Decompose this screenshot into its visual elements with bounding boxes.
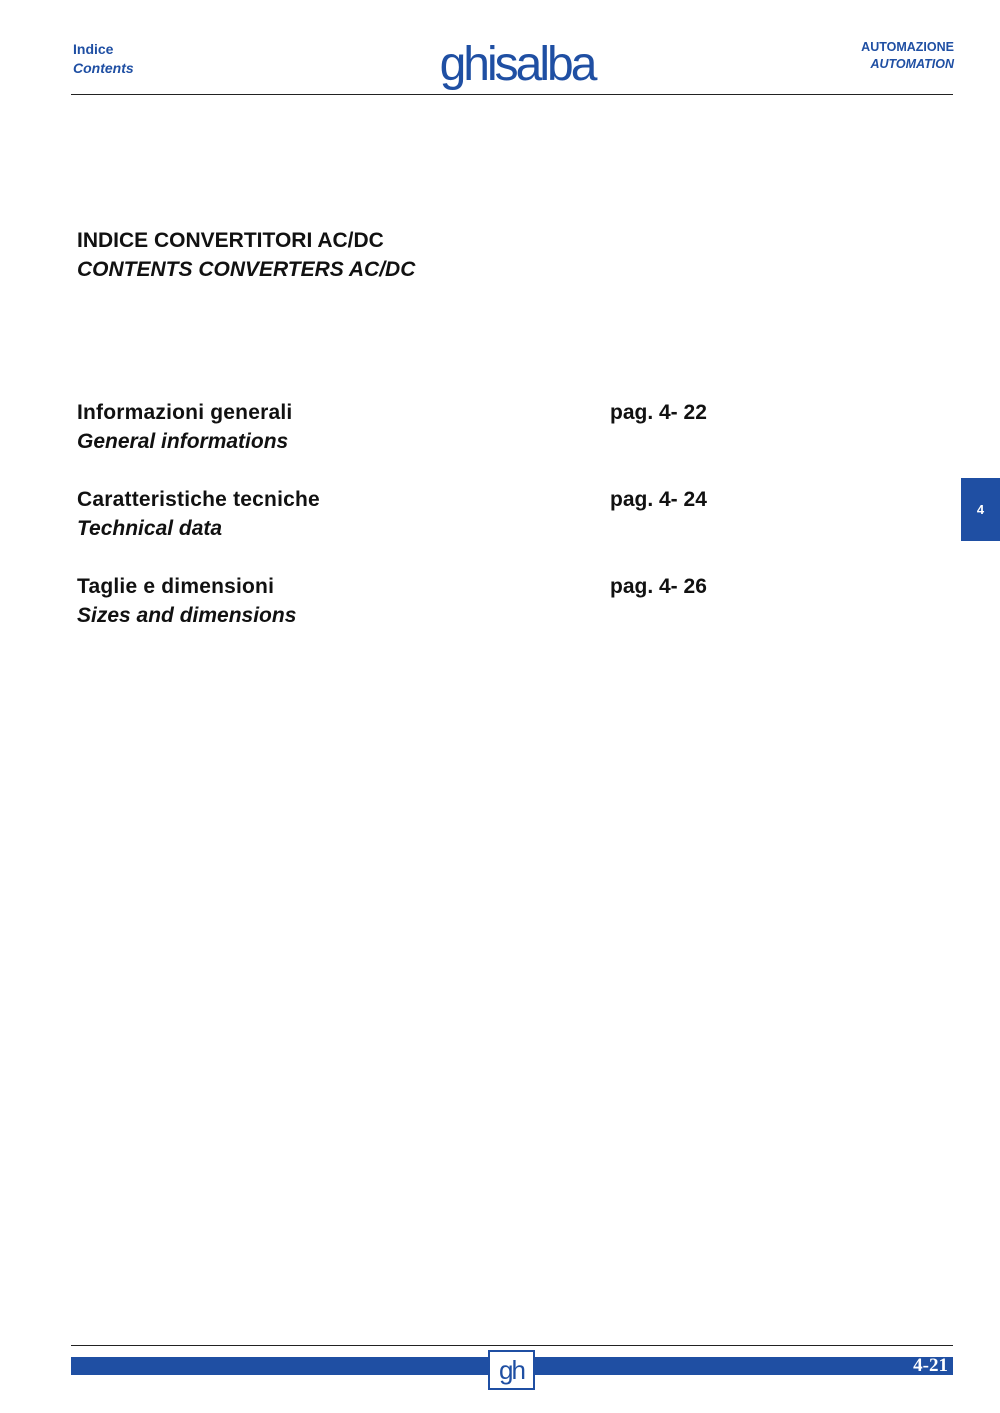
page-title-italian: INDICE CONVERTITORI AC/DC [77,229,384,252]
svg-text:ghisalba: ghisalba [439,38,595,91]
ghisalba-logo [424,36,610,94]
header-label-italian: Indice [73,41,114,57]
header-category-label [861,39,954,73]
header-divider [71,94,953,95]
toc-entry-title-english: General informations [77,430,289,453]
header-category-english: AUTOMATION [870,57,954,71]
svg-text:gh: gh [499,1355,524,1385]
toc-entry-general-informations[interactable] [77,398,777,485]
header-section-label [73,40,134,78]
toc-entry-page-ref: pag. 4- 26 [610,575,707,598]
header-category-italian: AUTOMAZIONE [861,40,954,54]
footer-divider [71,1345,953,1346]
toc-entry-page-ref: pag. 4- 22 [610,401,707,424]
chapter-tab-number: 4 [976,502,985,517]
toc-entry-title-italian: Informazioni generali [77,401,293,424]
toc-entry-title-italian: Caratteristiche tecniche [77,488,320,511]
footer-logo-icon [488,1350,535,1390]
table-of-contents [77,398,777,659]
chapter-tab[interactable] [961,478,1000,541]
page-number: 4-21 [913,1355,948,1376]
toc-entry-title-italian: Taglie e dimensioni [77,575,275,598]
toc-entry-page-ref: pag. 4- 24 [610,488,707,511]
page-title [77,226,415,284]
header-label-english: Contents [73,60,134,76]
toc-entry-technical-data[interactable] [77,485,777,572]
toc-entry-title-english: Sizes and dimensions [77,604,297,627]
page-title-english: CONTENTS CONVERTERS AC/DC [77,258,416,281]
toc-entry-sizes-and-dimensions[interactable] [77,572,777,659]
toc-entry-title-english: Technical data [77,517,223,540]
